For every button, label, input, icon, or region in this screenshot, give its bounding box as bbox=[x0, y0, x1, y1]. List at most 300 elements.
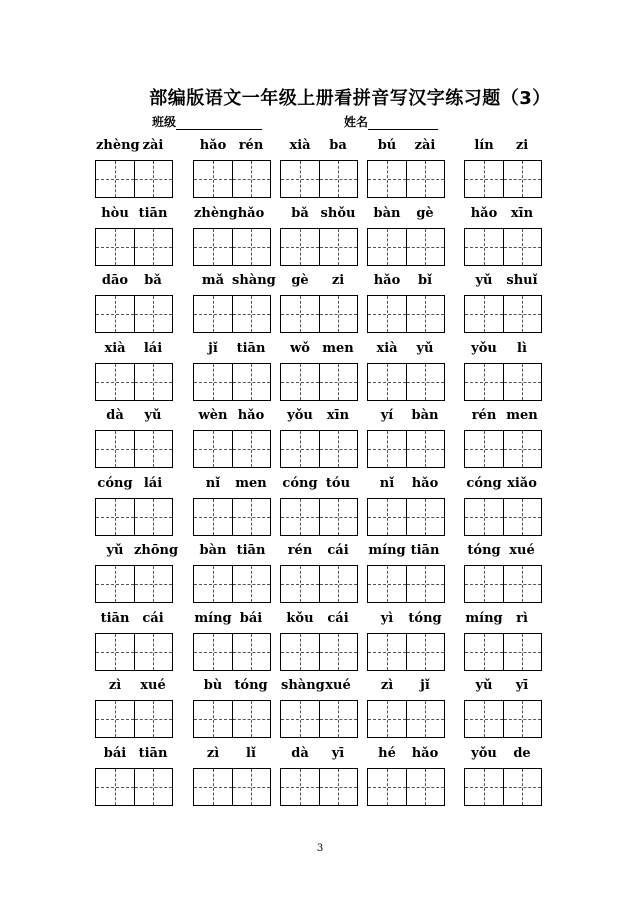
pinyin-syllable: jǐ bbox=[420, 678, 430, 693]
pinyin bbox=[95, 405, 173, 427]
writing-boxes bbox=[280, 228, 358, 266]
word-item bbox=[95, 203, 173, 266]
word-item bbox=[464, 743, 542, 806]
tian-zi-ge-cell[interactable] bbox=[319, 566, 358, 602]
pinyin-syllable: tiān bbox=[410, 543, 440, 558]
tian-zi-ge-cell[interactable] bbox=[406, 431, 445, 467]
pinyin-syllable: kǒu bbox=[286, 610, 314, 626]
writing-boxes bbox=[193, 700, 271, 738]
pinyin-syllable: cái bbox=[327, 543, 349, 558]
writing-boxes bbox=[193, 295, 271, 333]
pinyin-syllable: xià bbox=[376, 340, 398, 356]
pinyin bbox=[95, 743, 173, 765]
word-item bbox=[280, 338, 358, 401]
writing-boxes bbox=[95, 768, 173, 806]
tian-zi-ge-cell[interactable] bbox=[232, 634, 271, 670]
tian-zi-ge-cell[interactable] bbox=[96, 431, 134, 467]
pinyin-syllable: hǎo bbox=[373, 273, 401, 288]
pinyin-syllable: hǎo bbox=[411, 475, 439, 491]
tian-zi-ge-cell[interactable] bbox=[96, 229, 134, 265]
word-item bbox=[367, 270, 445, 333]
tian-zi-ge-cell[interactable] bbox=[503, 431, 542, 467]
writing-boxes bbox=[464, 228, 542, 266]
pinyin bbox=[193, 338, 271, 360]
word-item bbox=[280, 270, 358, 333]
pinyin bbox=[95, 608, 173, 630]
tian-zi-ge-cell[interactable] bbox=[503, 701, 542, 737]
pinyin bbox=[193, 743, 271, 765]
tian-zi-ge-cell[interactable] bbox=[319, 499, 358, 535]
pinyin bbox=[464, 338, 542, 360]
writing-boxes bbox=[464, 700, 542, 738]
tian-zi-ge-cell[interactable] bbox=[194, 364, 232, 400]
pinyin-syllable: bǐ bbox=[417, 273, 433, 288]
pinyin-syllable: zài bbox=[414, 138, 436, 153]
pinyin-syllable: de bbox=[513, 745, 531, 761]
word-item bbox=[367, 135, 445, 198]
pinyin-syllable: tiān bbox=[236, 543, 266, 558]
pinyin bbox=[280, 405, 358, 427]
pinyin-syllable: rén bbox=[471, 408, 497, 423]
tian-zi-ge-cell[interactable] bbox=[406, 499, 445, 535]
pinyin-syllable: xià bbox=[104, 340, 126, 356]
pinyin-syllable: lín bbox=[474, 138, 494, 153]
writing-boxes bbox=[464, 363, 542, 401]
pinyin-syllable: zì bbox=[206, 745, 220, 761]
tian-zi-ge-cell[interactable] bbox=[319, 229, 358, 265]
tian-zi-ge-cell[interactable] bbox=[194, 229, 232, 265]
pinyin bbox=[193, 135, 271, 157]
pinyin-syllable: tiān bbox=[236, 340, 266, 356]
pinyin-syllable: cái bbox=[327, 610, 349, 626]
pinyin-syllable: dà bbox=[291, 745, 309, 761]
tian-zi-ge-cell[interactable] bbox=[503, 769, 542, 805]
pinyin bbox=[95, 675, 173, 697]
writing-boxes bbox=[464, 160, 542, 198]
writing-boxes bbox=[280, 565, 358, 603]
pinyin bbox=[367, 675, 445, 697]
tian-zi-ge-cell[interactable] bbox=[503, 566, 542, 602]
word-item bbox=[367, 540, 445, 603]
tian-zi-ge-cell[interactable] bbox=[134, 769, 173, 805]
tian-zi-ge-cell[interactable] bbox=[281, 634, 319, 670]
pinyin-syllable: tóu bbox=[325, 475, 351, 491]
pinyin-syllable: yǒu bbox=[471, 745, 497, 761]
pinyin-syllable: rén bbox=[238, 138, 264, 153]
pinyin-syllable: mǎ bbox=[201, 273, 225, 288]
word-item bbox=[280, 473, 358, 536]
writing-boxes bbox=[95, 363, 173, 401]
writing-boxes bbox=[367, 430, 445, 468]
pinyin bbox=[280, 270, 358, 292]
pinyin-syllable: xià bbox=[289, 138, 311, 153]
tian-zi-ge-cell[interactable] bbox=[406, 769, 445, 805]
tian-zi-ge-cell[interactable] bbox=[465, 701, 503, 737]
pinyin-syllable: zì bbox=[380, 678, 394, 693]
tian-zi-ge-cell[interactable] bbox=[281, 566, 319, 602]
word-item bbox=[193, 203, 271, 266]
word-item bbox=[95, 135, 173, 198]
pinyin bbox=[464, 608, 542, 630]
pinyin bbox=[464, 473, 542, 495]
tian-zi-ge-cell[interactable] bbox=[194, 769, 232, 805]
pinyin bbox=[367, 405, 445, 427]
tian-zi-ge-cell[interactable] bbox=[134, 566, 173, 602]
tian-zi-ge-cell[interactable] bbox=[503, 499, 542, 535]
pinyin-syllable: lái bbox=[143, 340, 163, 356]
pinyin bbox=[464, 540, 542, 562]
name-label: 姓名 bbox=[344, 115, 369, 129]
tian-zi-ge-cell[interactable] bbox=[319, 161, 358, 197]
word-item bbox=[193, 270, 276, 333]
pinyin-syllable: bàn bbox=[411, 408, 439, 423]
pinyin bbox=[95, 540, 179, 562]
pinyin bbox=[280, 743, 358, 765]
tian-zi-ge-cell[interactable] bbox=[465, 634, 503, 670]
pinyin-syllable: dà bbox=[106, 408, 124, 423]
tian-zi-ge-cell[interactable] bbox=[232, 161, 271, 197]
word-item bbox=[367, 608, 445, 671]
pinyin bbox=[367, 743, 445, 765]
tian-zi-ge-cell[interactable] bbox=[319, 296, 358, 332]
pinyin bbox=[193, 203, 271, 225]
tian-zi-ge-cell[interactable] bbox=[96, 296, 134, 332]
writing-boxes bbox=[280, 498, 358, 536]
tian-zi-ge-cell[interactable] bbox=[503, 161, 542, 197]
word-item bbox=[367, 743, 445, 806]
writing-boxes bbox=[280, 160, 358, 198]
pinyin-syllable: bàn bbox=[373, 205, 401, 221]
tian-zi-ge-cell[interactable] bbox=[281, 364, 319, 400]
pinyin bbox=[193, 608, 271, 630]
pinyin bbox=[280, 473, 358, 495]
word-item bbox=[464, 473, 542, 536]
pinyin-syllable: yǔ bbox=[475, 678, 493, 693]
tian-zi-ge-cell[interactable] bbox=[465, 161, 503, 197]
word-item bbox=[95, 338, 173, 401]
tian-zi-ge-cell[interactable] bbox=[319, 431, 358, 467]
tian-zi-ge-cell[interactable] bbox=[96, 701, 134, 737]
word-item bbox=[367, 203, 445, 266]
tian-zi-ge-cell[interactable] bbox=[465, 296, 503, 332]
pinyin bbox=[280, 608, 358, 630]
word-row bbox=[95, 675, 545, 743]
word-item bbox=[193, 473, 271, 536]
pinyin bbox=[367, 338, 445, 360]
tian-zi-ge-cell[interactable] bbox=[96, 769, 134, 805]
word-item bbox=[95, 540, 179, 603]
tian-zi-ge-cell[interactable] bbox=[232, 701, 271, 737]
pinyin-syllable: hǎo bbox=[237, 408, 265, 423]
tian-zi-ge-cell[interactable] bbox=[465, 499, 503, 535]
pinyin-syllable: zhōng bbox=[134, 543, 179, 558]
word-item bbox=[280, 608, 358, 671]
tian-zi-ge-cell[interactable] bbox=[134, 431, 173, 467]
word-item bbox=[280, 540, 358, 603]
tian-zi-ge-cell[interactable] bbox=[281, 431, 319, 467]
writing-boxes bbox=[367, 633, 445, 671]
writing-boxes bbox=[464, 768, 542, 806]
word-item bbox=[464, 608, 542, 671]
pinyin-syllable: shàng bbox=[281, 678, 325, 693]
tian-zi-ge-cell[interactable] bbox=[368, 431, 406, 467]
word-row bbox=[95, 135, 545, 203]
tian-zi-ge-cell[interactable] bbox=[368, 566, 406, 602]
tian-zi-ge-cell[interactable] bbox=[281, 769, 319, 805]
tian-zi-ge-cell[interactable] bbox=[232, 499, 271, 535]
tian-zi-ge-cell[interactable] bbox=[368, 296, 406, 332]
pinyin bbox=[464, 675, 542, 697]
name-field bbox=[344, 113, 438, 130]
tian-zi-ge-cell[interactable] bbox=[96, 634, 134, 670]
pinyin-syllable: zi bbox=[331, 273, 345, 288]
tian-zi-ge-cell[interactable] bbox=[503, 229, 542, 265]
writing-boxes bbox=[367, 498, 445, 536]
pinyin-syllable: men bbox=[506, 408, 538, 423]
pinyin-syllable: zài bbox=[142, 138, 164, 153]
writing-boxes bbox=[464, 295, 542, 333]
tian-zi-ge-cell[interactable] bbox=[281, 296, 319, 332]
pinyin-syllable: zi bbox=[515, 138, 529, 153]
word-item bbox=[193, 135, 271, 198]
writing-boxes bbox=[280, 295, 358, 333]
pinyin-syllable: bǎ bbox=[291, 205, 309, 221]
pinyin-syllable: tóng bbox=[234, 678, 268, 693]
class-blank[interactable] bbox=[176, 117, 262, 130]
tian-zi-ge-cell[interactable] bbox=[319, 364, 358, 400]
tian-zi-ge-cell[interactable] bbox=[406, 229, 445, 265]
pinyin-syllable: bái bbox=[239, 610, 263, 626]
tian-zi-ge-cell[interactable] bbox=[232, 431, 271, 467]
tian-zi-ge-cell[interactable] bbox=[232, 364, 271, 400]
pinyin-syllable: bù bbox=[203, 678, 223, 693]
tian-zi-ge-cell[interactable] bbox=[134, 296, 173, 332]
writing-boxes bbox=[280, 430, 358, 468]
pinyin-syllable: xué bbox=[140, 678, 166, 693]
writing-boxes bbox=[280, 363, 358, 401]
tian-zi-ge-cell[interactable] bbox=[368, 634, 406, 670]
pinyin-syllable: rén bbox=[287, 543, 313, 558]
pinyin-syllable: hé bbox=[378, 745, 396, 761]
writing-boxes bbox=[464, 498, 542, 536]
pinyin-syllable: yǒu bbox=[471, 340, 497, 356]
pinyin bbox=[193, 405, 271, 427]
tian-zi-ge-cell[interactable] bbox=[406, 566, 445, 602]
word-item bbox=[193, 743, 271, 806]
tian-zi-ge-cell[interactable] bbox=[232, 566, 271, 602]
word-item bbox=[464, 540, 542, 603]
tian-zi-ge-cell[interactable] bbox=[406, 161, 445, 197]
pinyin-syllable: míng bbox=[368, 543, 406, 558]
pinyin-syllable: shǒu bbox=[320, 205, 356, 221]
tian-zi-ge-cell[interactable] bbox=[194, 566, 232, 602]
pinyin bbox=[280, 675, 358, 697]
tian-zi-ge-cell[interactable] bbox=[368, 229, 406, 265]
tian-zi-ge-cell[interactable] bbox=[232, 296, 271, 332]
tian-zi-ge-cell[interactable] bbox=[134, 229, 173, 265]
tian-zi-ge-cell[interactable] bbox=[194, 296, 232, 332]
word-item bbox=[280, 743, 358, 806]
word-item bbox=[464, 675, 542, 738]
pinyin bbox=[280, 540, 358, 562]
word-item bbox=[193, 540, 271, 603]
class-field bbox=[152, 113, 262, 130]
tian-zi-ge-cell[interactable] bbox=[194, 161, 232, 197]
pinyin bbox=[280, 338, 358, 360]
tian-zi-ge-cell[interactable] bbox=[281, 229, 319, 265]
writing-boxes bbox=[280, 700, 358, 738]
tian-zi-ge-cell[interactable] bbox=[465, 229, 503, 265]
pinyin-syllable: shuǐ bbox=[506, 273, 538, 288]
tian-zi-ge-cell[interactable] bbox=[96, 499, 134, 535]
word-item bbox=[95, 473, 173, 536]
tian-zi-ge-cell[interactable] bbox=[134, 634, 173, 670]
pinyin-syllable: hǎo bbox=[470, 205, 498, 221]
pinyin-syllable: yǒu bbox=[287, 408, 313, 423]
pinyin bbox=[464, 405, 542, 427]
tian-zi-ge-cell[interactable] bbox=[465, 364, 503, 400]
pinyin-syllable: lǐ bbox=[246, 745, 256, 761]
writing-boxes bbox=[280, 768, 358, 806]
writing-boxes bbox=[95, 295, 173, 333]
word-item bbox=[193, 405, 271, 468]
pinyin-syllable: yī bbox=[515, 678, 529, 693]
tian-zi-ge-cell[interactable] bbox=[96, 566, 134, 602]
tian-zi-ge-cell[interactable] bbox=[406, 634, 445, 670]
tian-zi-ge-cell[interactable] bbox=[96, 161, 134, 197]
tian-zi-ge-cell[interactable] bbox=[368, 701, 406, 737]
tian-zi-ge-cell[interactable] bbox=[368, 161, 406, 197]
pinyin-syllable: hòu bbox=[101, 205, 129, 221]
pinyin bbox=[367, 540, 445, 562]
tian-zi-ge-cell[interactable] bbox=[406, 296, 445, 332]
tian-zi-ge-cell[interactable] bbox=[465, 431, 503, 467]
writing-boxes bbox=[193, 633, 271, 671]
pinyin-syllable: yǔ bbox=[475, 273, 493, 288]
pinyin bbox=[367, 270, 445, 292]
tian-zi-ge-cell[interactable] bbox=[503, 634, 542, 670]
tian-zi-ge-cell[interactable] bbox=[465, 769, 503, 805]
tian-zi-ge-cell[interactable] bbox=[503, 296, 542, 332]
tian-zi-ge-cell[interactable] bbox=[368, 499, 406, 535]
word-row bbox=[95, 405, 545, 473]
pinyin bbox=[367, 135, 445, 157]
pinyin-syllable: tóng bbox=[467, 543, 501, 558]
tian-zi-ge-cell[interactable] bbox=[368, 364, 406, 400]
pinyin bbox=[95, 135, 173, 157]
writing-boxes bbox=[367, 363, 445, 401]
pinyin-syllable: lì bbox=[517, 340, 527, 356]
tian-zi-ge-cell[interactable] bbox=[406, 364, 445, 400]
tian-zi-ge-cell[interactable] bbox=[281, 161, 319, 197]
writing-boxes bbox=[95, 160, 173, 198]
tian-zi-ge-cell[interactable] bbox=[232, 769, 271, 805]
pinyin-syllable: jǐ bbox=[208, 340, 218, 356]
tian-zi-ge-cell[interactable] bbox=[96, 364, 134, 400]
pinyin-syllable: cóng bbox=[466, 475, 502, 491]
pinyin bbox=[367, 608, 445, 630]
pinyin bbox=[95, 473, 173, 495]
pinyin-syllable: yì bbox=[380, 610, 394, 626]
tian-zi-ge-cell[interactable] bbox=[232, 229, 271, 265]
pinyin-syllable: xīn bbox=[510, 205, 534, 221]
pinyin-syllable: bàn bbox=[199, 543, 227, 558]
tian-zi-ge-cell[interactable] bbox=[134, 701, 173, 737]
pinyin-syllable: yí bbox=[380, 408, 394, 423]
tian-zi-ge-cell[interactable] bbox=[194, 634, 232, 670]
word-item bbox=[280, 203, 358, 266]
pinyin bbox=[464, 135, 542, 157]
pinyin-syllable: míng bbox=[194, 610, 232, 626]
writing-boxes bbox=[95, 700, 173, 738]
pinyin-syllable: tiān bbox=[138, 205, 168, 221]
tian-zi-ge-cell[interactable] bbox=[319, 701, 358, 737]
pinyin-syllable: cóng bbox=[282, 475, 318, 491]
name-blank[interactable] bbox=[368, 117, 438, 130]
pinyin-syllable: tóng bbox=[408, 610, 442, 626]
word-row bbox=[95, 473, 545, 541]
tian-zi-ge-cell[interactable] bbox=[281, 701, 319, 737]
pinyin-syllable: nǐ bbox=[379, 475, 395, 491]
word-item bbox=[367, 338, 445, 401]
word-item bbox=[464, 338, 542, 401]
tian-zi-ge-cell[interactable] bbox=[134, 364, 173, 400]
writing-boxes bbox=[193, 228, 271, 266]
tian-zi-ge-cell[interactable] bbox=[281, 499, 319, 535]
writing-boxes bbox=[367, 768, 445, 806]
pinyin bbox=[95, 338, 173, 360]
word-row bbox=[95, 338, 545, 406]
pinyin-syllable: men bbox=[322, 340, 354, 356]
pinyin-syllable: míng bbox=[465, 610, 503, 626]
writing-boxes bbox=[95, 565, 173, 603]
pinyin-syllable: wǒ bbox=[290, 340, 310, 356]
writing-boxes bbox=[367, 295, 445, 333]
tian-zi-ge-cell[interactable] bbox=[406, 701, 445, 737]
word-item bbox=[464, 135, 542, 198]
tian-zi-ge-cell[interactable] bbox=[319, 634, 358, 670]
writing-boxes bbox=[367, 228, 445, 266]
pinyin bbox=[280, 203, 358, 225]
writing-boxes bbox=[95, 430, 173, 468]
tian-zi-ge-cell[interactable] bbox=[194, 701, 232, 737]
pinyin bbox=[193, 675, 271, 697]
tian-zi-ge-cell[interactable] bbox=[194, 431, 232, 467]
tian-zi-ge-cell[interactable] bbox=[465, 566, 503, 602]
tian-zi-ge-cell[interactable] bbox=[368, 769, 406, 805]
tian-zi-ge-cell[interactable] bbox=[319, 769, 358, 805]
word-item bbox=[367, 675, 445, 738]
pinyin-syllable: yǔ bbox=[106, 543, 124, 558]
pinyin-syllable: xué bbox=[325, 678, 351, 693]
page-title: 部编版语文一年级上册看拼音写汉字练习题（3） bbox=[149, 88, 551, 109]
writing-boxes bbox=[464, 430, 542, 468]
word-row bbox=[95, 203, 545, 271]
pinyin-syllable: gè bbox=[291, 273, 309, 288]
writing-boxes bbox=[95, 228, 173, 266]
writing-boxes bbox=[193, 768, 271, 806]
pinyin-syllable: ba bbox=[329, 138, 347, 153]
tian-zi-ge-cell[interactable] bbox=[134, 161, 173, 197]
tian-zi-ge-cell[interactable] bbox=[194, 499, 232, 535]
class-label: 班级 bbox=[152, 115, 177, 129]
word-item bbox=[95, 743, 173, 806]
pinyin-syllable: lái bbox=[143, 475, 163, 491]
tian-zi-ge-cell[interactable] bbox=[134, 499, 173, 535]
tian-zi-ge-cell[interactable] bbox=[503, 364, 542, 400]
pinyin bbox=[367, 203, 445, 225]
word-row bbox=[95, 540, 545, 608]
